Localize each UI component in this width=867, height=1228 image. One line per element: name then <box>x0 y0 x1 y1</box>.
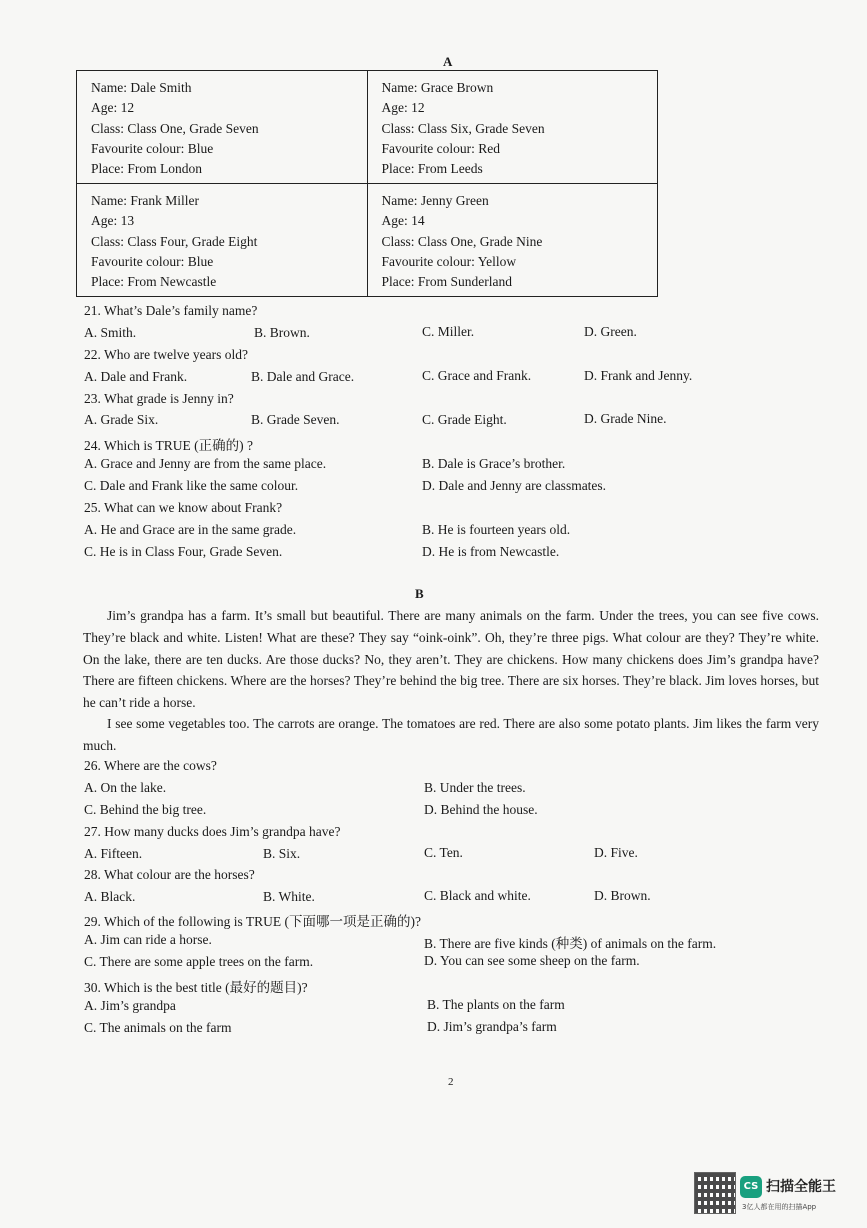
student-card <box>77 184 368 297</box>
option[interactable]: B. Dale is Grace’s brother. <box>422 456 566 471</box>
question-stem: 24. Which is TRUE (正确的) ? <box>84 438 253 453</box>
card-place: Place: From Newcastle <box>91 274 217 290</box>
card-class: Class: Class Four, Grade Eight <box>91 233 258 249</box>
option[interactable]: A. On the lake. <box>84 780 167 795</box>
card-colour: Favourite colour: Blue <box>91 140 214 156</box>
option[interactable]: B. White. <box>263 889 315 904</box>
question-stem: 30. Which is the best title (最好的题目)? <box>84 980 308 995</box>
card-name: Name: Grace Brown <box>381 80 494 95</box>
option[interactable]: C. Miller. <box>422 324 475 339</box>
option[interactable]: D. You can see some sheep on the farm. <box>424 953 640 968</box>
scanner-brand: 扫描全能王 <box>766 1179 836 1195</box>
card-name: Name: Frank Miller <box>91 193 199 208</box>
option[interactable]: D. Dale and Jenny are classmates. <box>422 478 607 493</box>
option[interactable]: A. Jim can ride a horse. <box>84 932 212 947</box>
option[interactable]: A. Grade Six. <box>84 412 159 427</box>
question-stem: 28. What colour are the horses? <box>84 867 255 882</box>
student-card <box>77 71 368 184</box>
card-name: Name: Jenny Green <box>381 193 489 208</box>
option[interactable]: B. There are five kinds (种类) of animals on the farm. <box>424 936 717 951</box>
card-age: Age: 12 <box>91 100 135 116</box>
card-class: Class: Class Six, Grade Seven <box>381 120 545 136</box>
option[interactable]: C. Grade Eight. <box>422 412 507 427</box>
option[interactable]: A. Grace and Jenny are from the same place. <box>84 456 327 471</box>
card-age: Age: 13 <box>91 213 135 229</box>
camscanner-logo-icon: CS <box>740 1176 762 1198</box>
reading-paragraph: Jim’s grandpa has a farm. It’s small but beautiful. There are many animals on the farm. Under the trees, you can see five cows. They’re black and white. Listen! What are these? They say “oink-oink”. Oh, they’re three pigs. What colour are they? They’re white. On the lake, there are ten ducks. Are those ducks? No, they aren’t. They are chickens. How many chickens does Jim’s grandpa have? There are fifteen chickens. Where are the horses? They’re behind the big tree. There are six horses. They’re black. Jim loves horses, but he can’t ride a horse. <box>83 608 819 711</box>
option[interactable]: C. The animals on the farm <box>84 1020 232 1035</box>
option[interactable]: B. He is fourteen years old. <box>422 522 571 537</box>
option[interactable]: D. He is from Newcastle. <box>422 544 560 559</box>
card-place: Place: From Leeds <box>381 161 483 177</box>
question-stem: 29. Which of the following is TRUE (下面哪一项是正确的)? <box>84 914 421 929</box>
option[interactable]: C. Ten. <box>424 845 463 860</box>
option[interactable]: D. Five. <box>594 845 638 860</box>
card-colour: Favourite colour: Blue <box>91 253 214 269</box>
option[interactable]: D. Brown. <box>594 888 651 903</box>
option[interactable]: D. Jim’s grandpa’s farm <box>427 1019 557 1034</box>
option[interactable]: B. Grade Seven. <box>251 412 340 427</box>
scanner-tagline: 3亿人都在用的扫描App <box>742 1203 817 1211</box>
card-age: Age: 12 <box>381 100 425 116</box>
option[interactable]: B. Six. <box>263 846 301 861</box>
option[interactable]: C. He is in Class Four, Grade Seven. <box>84 544 283 559</box>
scanner-watermark <box>694 1168 854 1218</box>
option[interactable]: C. Behind the big tree. <box>84 802 207 817</box>
option[interactable]: A. Smith. <box>84 325 137 340</box>
option[interactable]: B. Dale and Grace. <box>251 369 355 384</box>
section-b-label: B <box>415 586 424 601</box>
card-place: Place: From London <box>91 161 202 177</box>
card-class: Class: Class One, Grade Nine <box>381 233 543 249</box>
option[interactable]: B. The plants on the farm <box>427 997 565 1012</box>
reading-paragraph: I see some vegetables too. The carrots are orange. The tomatoes are red. There are also some potato plants. Jim likes the farm very much. <box>83 716 819 753</box>
option[interactable]: C. Black and white. <box>424 888 531 903</box>
card-age: Age: 14 <box>381 213 425 229</box>
question-stem: 21. What’s Dale’s family name? <box>84 303 258 318</box>
option[interactable]: B. Under the trees. <box>424 780 526 795</box>
option[interactable]: D. Grade Nine. <box>584 411 667 426</box>
option[interactable]: A. Black. <box>84 889 136 904</box>
student-card <box>367 71 658 184</box>
card-name: Name: Dale Smith <box>91 80 192 95</box>
card-colour: Favourite colour: Yellow <box>381 253 517 269</box>
question-stem: 26. Where are the cows? <box>84 758 217 773</box>
option[interactable]: C. Grace and Frank. <box>422 368 532 383</box>
student-card <box>367 184 658 297</box>
option[interactable]: D. Behind the house. <box>424 802 538 817</box>
qr-code-icon <box>694 1172 736 1214</box>
option[interactable]: A. Fifteen. <box>84 846 143 861</box>
student-info-table <box>76 70 658 297</box>
option[interactable]: D. Green. <box>584 324 637 339</box>
option[interactable]: A. He and Grace are in the same grade. <box>84 522 297 537</box>
page-number: 2 <box>448 1076 454 1088</box>
option[interactable]: B. Brown. <box>254 325 310 340</box>
card-place: Place: From Sunderland <box>381 274 512 290</box>
option[interactable]: C. Dale and Frank like the same colour. <box>84 478 299 493</box>
question-stem: 25. What can we know about Frank? <box>84 500 283 515</box>
option[interactable]: C. There are some apple trees on the farm. <box>84 954 314 969</box>
option[interactable]: D. Frank and Jenny. <box>584 368 693 383</box>
card-colour: Favourite colour: Red <box>381 140 500 156</box>
question-stem: 22. Who are twelve years old? <box>84 347 248 362</box>
section-a-label: A <box>443 54 453 69</box>
card-class: Class: Class One, Grade Seven <box>91 120 259 136</box>
option[interactable]: A. Dale and Frank. <box>84 369 188 384</box>
option[interactable]: A. Jim’s grandpa <box>84 998 176 1013</box>
question-stem: 23. What grade is Jenny in? <box>84 391 234 406</box>
question-stem: 27. How many ducks does Jim’s grandpa have? <box>84 824 341 839</box>
